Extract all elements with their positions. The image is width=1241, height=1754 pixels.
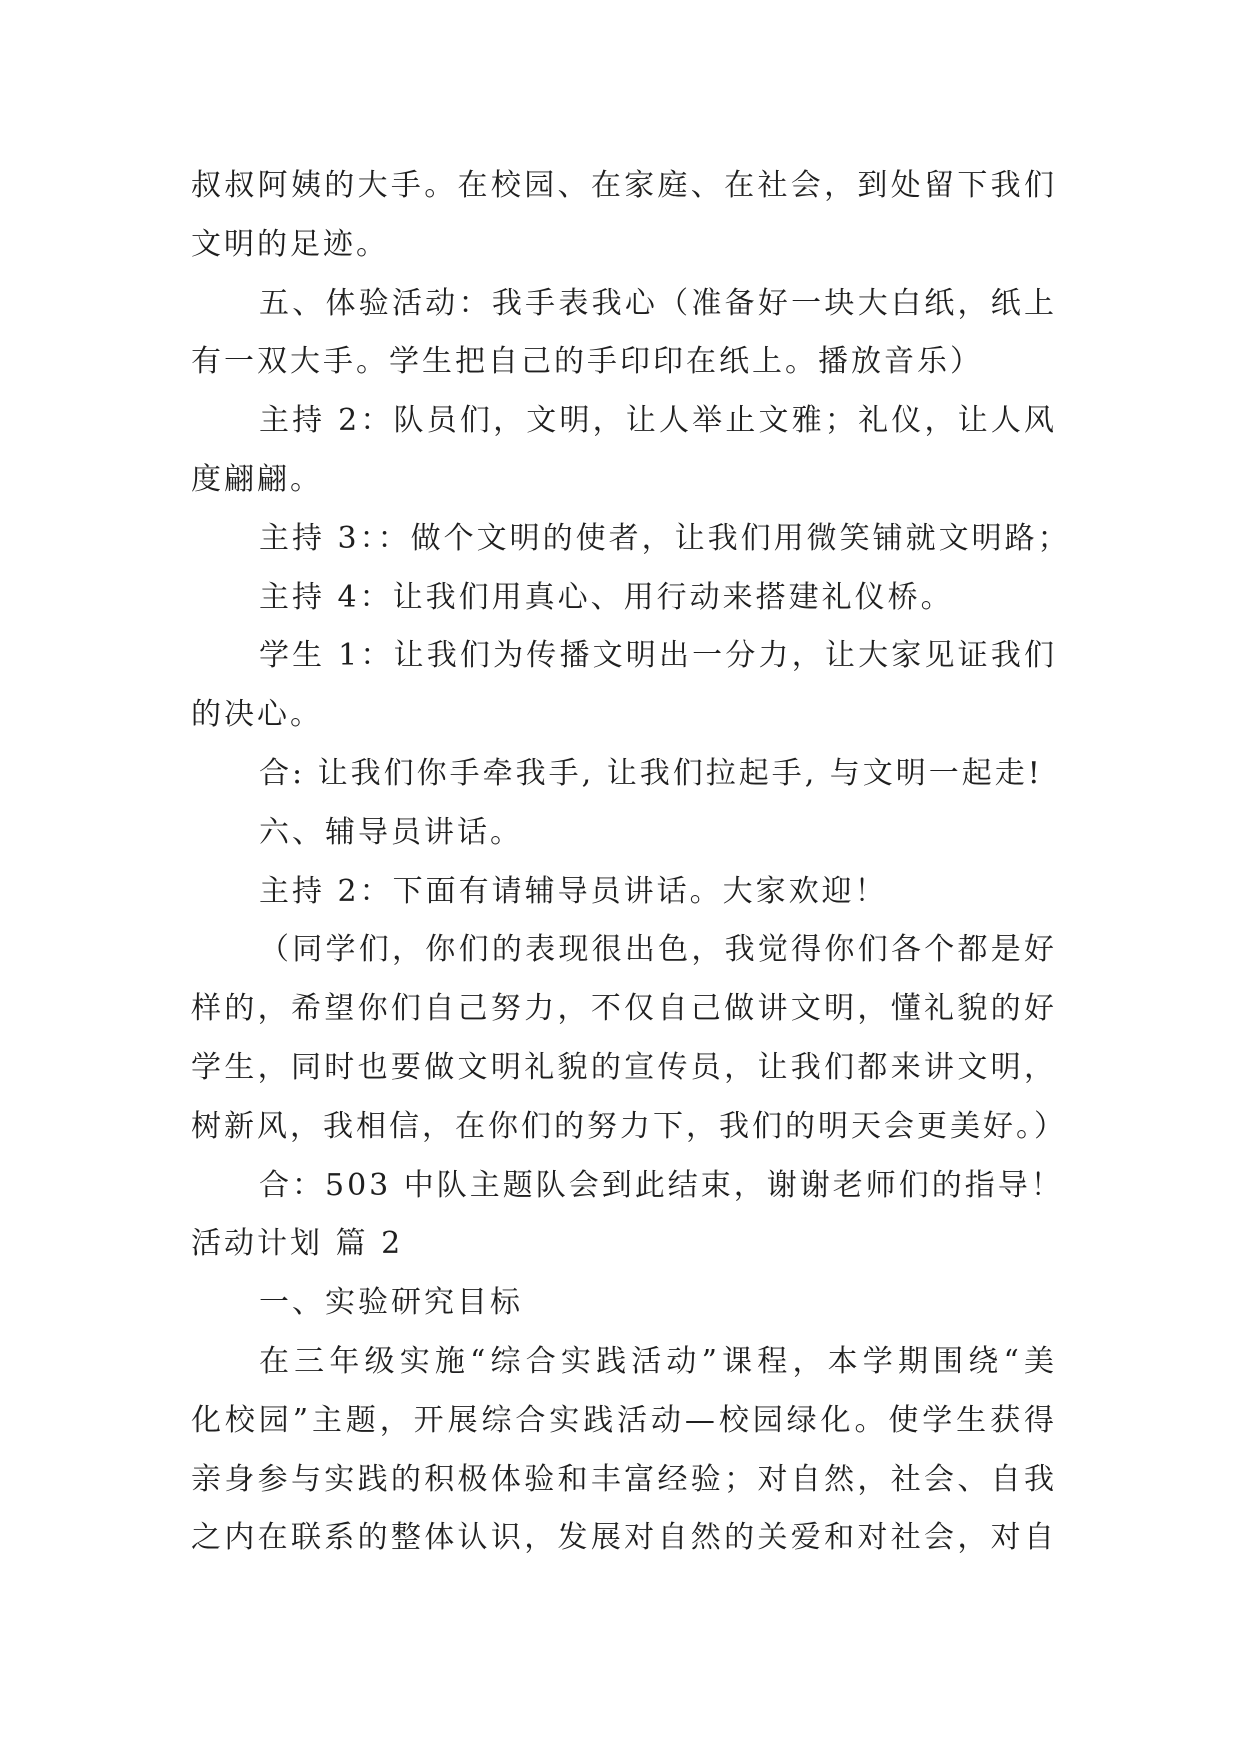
paragraph-host-2-welcome — [191, 863, 1057, 922]
text-line: 一、实验研究目标 — [259, 1285, 523, 1321]
paragraph-closing — [191, 1157, 1064, 1216]
text-line: 学生 1：让我们为传播文明出一分力，让大家见证我们 — [259, 638, 1057, 674]
paragraph-together — [191, 745, 1057, 804]
text-line: 在三年级实施“综合实践活动”课程，本学期围绕“美 — [259, 1343, 1057, 1379]
text-line: 主持 4：让我们用真心、用行动来搭建礼仪桥。 — [259, 579, 954, 615]
paragraph-research-goal — [191, 1333, 1057, 1568]
text-line: 五、体验活动：我手表我心（准备好一块大白纸，纸上 — [259, 285, 1057, 321]
text-line: 之内在联系的整体认识，发展对自然的关爱和对社会，对自 — [191, 1520, 1057, 1556]
text-line: 度翩翩。 — [191, 461, 323, 497]
section-heading — [191, 1274, 1057, 1333]
text-line: 主持 2：队员们，文明，让人举止文雅；礼仪，让人风 — [259, 403, 1057, 439]
text-line: 化校园”主题，开展综合实践活动—校园绿化。使学生获得 — [191, 1402, 1057, 1438]
paragraph-counselor-remarks — [191, 921, 1067, 1156]
paragraph-host-2 — [191, 392, 1057, 510]
text-line: 树新风，我相信，在你们的努力下，我们的明天会更美好。） — [191, 1108, 1067, 1144]
paragraph-host-3 — [191, 510, 1071, 569]
text-line: 合：503 中队主题队会到此结束，谢谢老师们的指导！ — [259, 1167, 1064, 1203]
text-line: （同学们，你们的表现很出色，我觉得你们各个都是好 — [259, 932, 1057, 968]
paragraph-host-4 — [191, 569, 1057, 628]
text-line: 有一双大手。学生把自己的手印印在纸上。播放音乐） — [191, 344, 983, 380]
text-line: 样的，希望你们自己努力，不仅自己做讲文明，懂礼貌的好 — [191, 991, 1057, 1027]
paragraph-counselor-speech — [191, 804, 1057, 863]
text-line: 六、辅导员讲话。 — [259, 814, 523, 850]
text-line: 活动计划 篇 2 — [191, 1226, 404, 1262]
document-body — [191, 157, 1071, 1568]
text-line: 亲身参与实践的积极体验和丰富经验；对自然，社会、自我 — [191, 1461, 1057, 1497]
section-title — [191, 1215, 1057, 1274]
paragraph-civility-footprints — [191, 157, 1057, 275]
text-line: 主持 2：下面有请辅导员讲话。大家欢迎！ — [259, 873, 888, 909]
text-line: 学生，同时也要做文明礼貌的宣传员，让我们都来讲文明， — [191, 1049, 1057, 1085]
text-line: 文明的足迹。 — [191, 226, 389, 262]
text-line: 的决心。 — [191, 697, 323, 733]
text-line: 主持 3：：做个文明的使者，让我们用微笑铺就文明路； — [259, 520, 1071, 556]
text-line: 合: 让我们你手牵我手, 让我们拉起手, 与文明一起走! — [259, 755, 1043, 791]
text-line: 叔叔阿姨的大手。在校园、在家庭、在社会，到处留下我们 — [191, 168, 1057, 203]
paragraph-activity-five — [191, 275, 1057, 393]
paragraph-student-1 — [191, 627, 1057, 745]
